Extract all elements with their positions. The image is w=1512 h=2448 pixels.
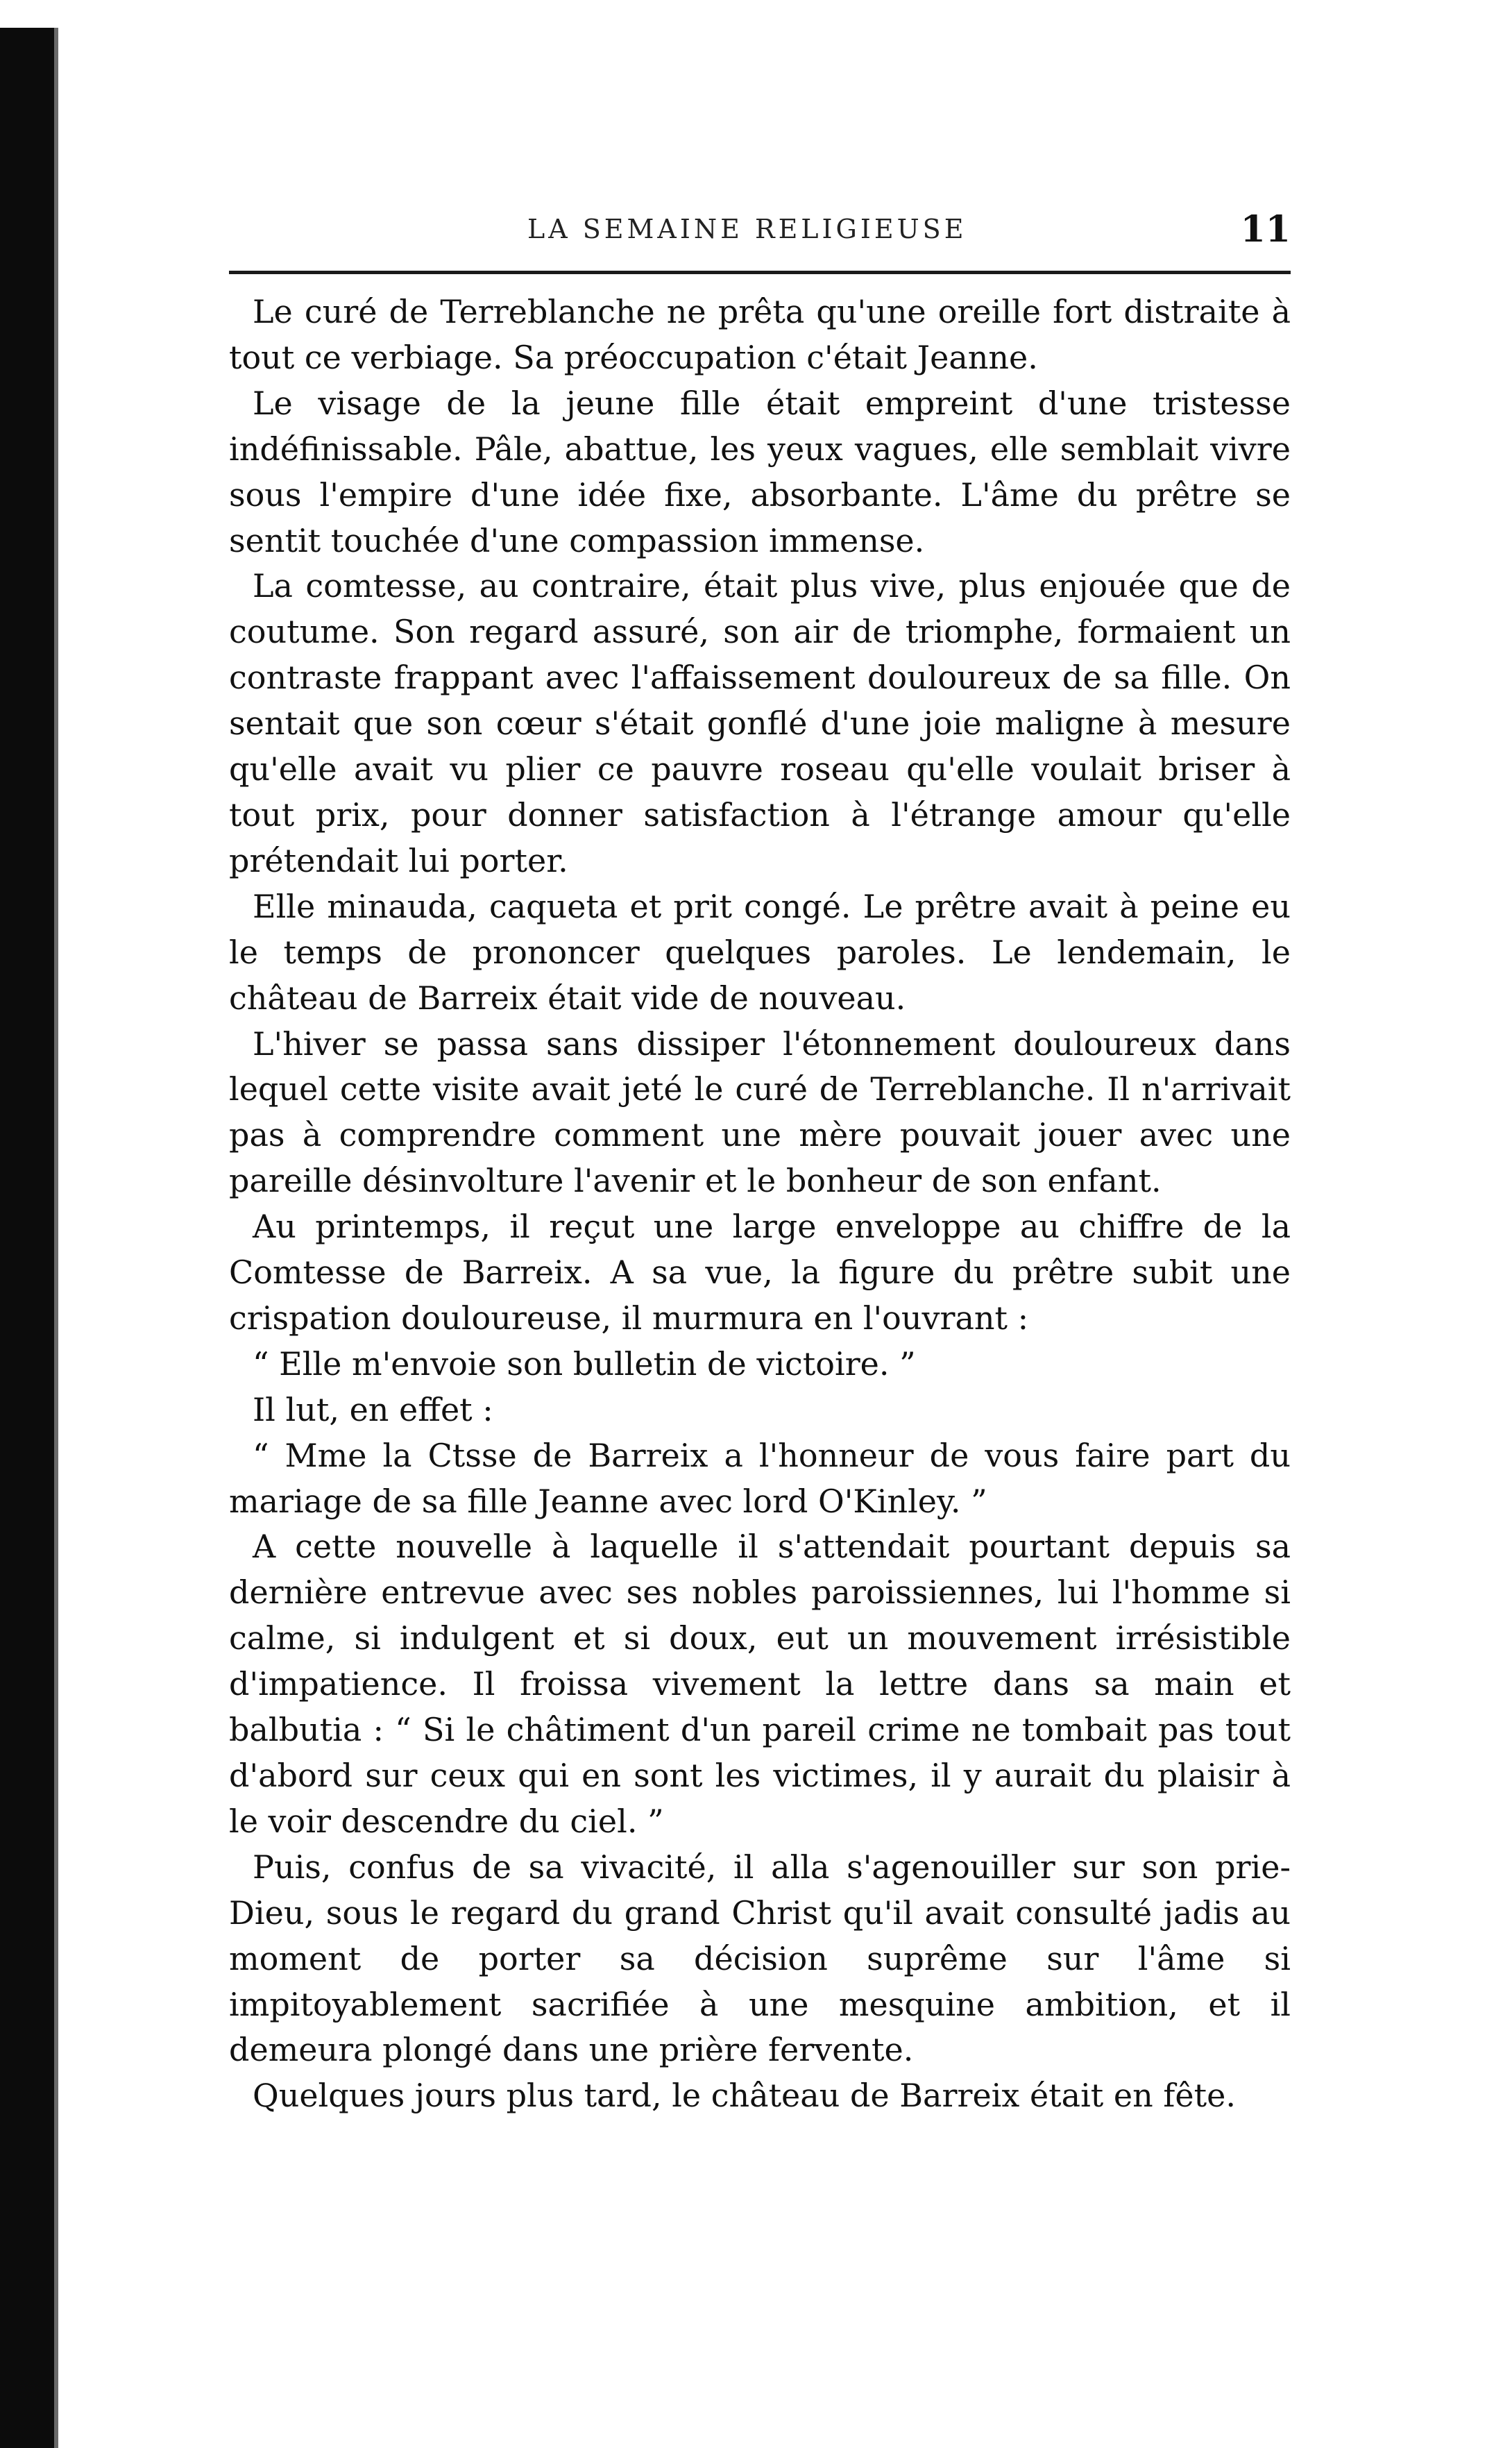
paragraph: L'hiver se passa sans dissiper l'étonnement douloureux dans lequel cette visite avait jeté le curé de Terreblanche. Il n'arrivait pas à comprendre comment une mère pouvait jouer avec une pareille désinvolture l'avenir et le bonheur de son enfant.	[229, 1024, 1291, 1200]
paragraph: Elle minauda, caqueta et prit congé. Le prêtre avait à peine eu le temps de prononcer quelques paroles. Le lendemain, le château de Barreix était vide de nouveau.	[229, 887, 1291, 1017]
paragraph: Puis, confus de sa vivacité, il alla s'agenouiller sur son prie-Dieu, sous le regard du grand Christ qu'il avait consulté jadis au moment de porter sa décision suprême sur l'âme si impitoyablement sacrifiée à une mesquine ambition, et il demeura plongé dans une prière fervente.	[229, 1848, 1291, 2069]
book-page	[229, 208, 1291, 2119]
quote-paragraph: “ Mme la Ctsse de Barreix a l'honneur de vous faire part du mariage de sa fille Jeanne avec lord O'Kinley. ”	[229, 1436, 1291, 1520]
scan-binding-edge	[0, 28, 54, 2448]
page-number: 11	[1240, 208, 1291, 251]
paragraph: Il lut, en effet :	[253, 1390, 493, 1428]
running-header	[229, 208, 1291, 257]
body-text	[229, 289, 1291, 2119]
paragraph: Le visage de la jeune fille était empreint d'une tristesse indéfinissable. Pâle, abattue, les yeux vagues, elle semblait vivre sous l'empire d'une idée fixe, absorbante. L'âme du prêtre se sentit touchée d'une compassion immense.	[229, 384, 1291, 559]
paragraph: Au printemps, il reçut une large enveloppe au chiffre de la Comtesse de Barreix. A sa vue, la figure du prêtre subit une crispation douloureuse, il murmura en l'ouvrant :	[229, 1208, 1291, 1337]
paragraph: Quelques jours plus tard, le château de Barreix était en fête.	[253, 2077, 1236, 2115]
header-rule	[229, 271, 1291, 274]
paragraph: A cette nouvelle à laquelle il s'attendait pourtant depuis sa dernière entrevue avec ses nobles paroissiennes, lui l'homme si calme, si indulgent et si doux, eut un mouvement irrésistible d'impatience. Il froissa vivement la lettre dans sa main et balbutia : “ Si le châtiment d'un pareil crime ne tombait pas tout d'abord sur ceux qui en sont les victimes, il y aurait du plaisir à le voir descendre du ciel. ”	[229, 1528, 1291, 1840]
running-title: LA SEMAINE RELIGIEUSE	[527, 214, 967, 244]
paragraph: La comtesse, au contraire, était plus vive, plus enjouée que de coutume. Son regard assuré, son air de triomphe, formaient un contraste frappant avec l'affaissement douloureux de sa fille. On sentait que son cœur s'était gonflé d'une joie maligne à mesure qu'elle avait vu plier ce pauvre roseau qu'elle voulait briser à tout prix, pour donner satisfaction à l'étrange amour qu'elle prétendait lui porter.	[229, 567, 1291, 879]
quote-paragraph: “ Elle m'envoie son bulletin de victoire. ”	[253, 1344, 916, 1383]
paragraph: Le curé de Terreblanche ne prêta qu'une oreille fort distraite à tout ce verbiage. Sa préoccupation c'était Jeanne.	[229, 293, 1291, 376]
